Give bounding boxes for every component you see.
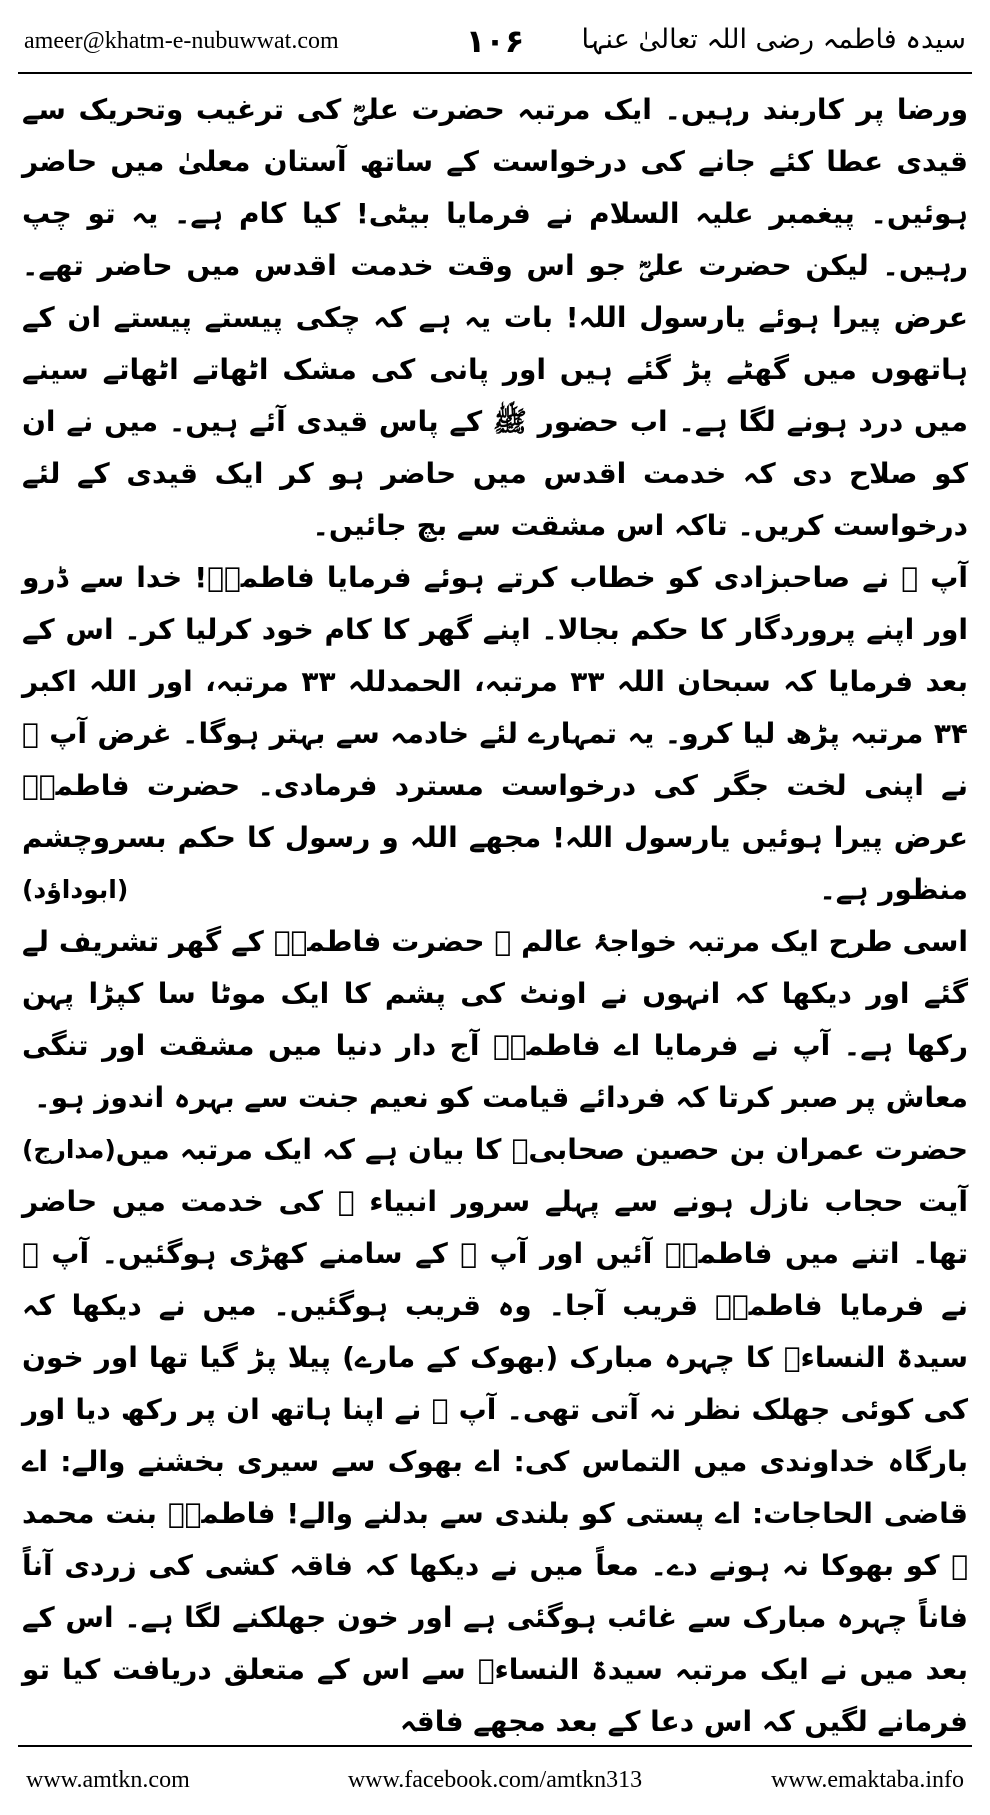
paragraph-2 <box>22 552 968 916</box>
footer-link-amtkn[interactable]: www.amtkn.com <box>26 1767 190 1793</box>
page-body <box>22 84 968 1738</box>
paragraph-3 <box>22 916 968 1164</box>
page-number: ۱۰۶ <box>465 22 525 60</box>
header-email: ameer@khatm-e-nubuwwat.com <box>24 28 339 54</box>
footer-link-emaktaba[interactable]: www.emaktaba.info <box>770 1767 964 1793</box>
paragraph-text: اسی طرح ایک مرتبہ خواجۂ عالم ﷺ حضرت فاطمہؓ کے گھر تشریف لے گئے اور دیکھا کہ انہوں نے اونٹ کی پشم کا ایک موٹا سا کپڑا پہن رکھا ہے۔ آپ نے فرمایا اے فاطمہؓ آج دار دنیا میں مشقت اور تنگی معاش پر صبر کرتا کہ فردائے قیامت کو نعیم جنت سے بہرہ اندوز ہو۔ <box>22 925 968 1114</box>
paragraph-text: ورضا پر کاربند رہیں۔ ایک مرتبہ حضرت علیؓ کی ترغیب وتحریک سے قیدی عطا کئے جانے کی درخواست کے ساتھ آستان معلیٰ میں حاضر ہوئیں۔ پیغمبر علیہ السلام نے فرمایا بیٹی! کیا کام ہے۔ یہ تو چپ رہیں۔ لیکن حضرت علیؓ جو اس وقت خدمت اقدس میں حاضر تھے۔ عرض پیرا ہوئے یارسول اللہ! بات یہ ہے کہ چکی پیستے پیستے ان کے ہاتھوں میں گھٹے پڑ گئے ہیں اور پانی کی مشک اٹھاتے اٹھاتے سینے میں درد ہونے لگا ہے۔ اب حضور ﷺ کے پاس قیدی آئے ہیں۔ میں نے ان کو صلاح دی کہ خدمت اقدس میں حاضر ہو کر ایک قیدی کے لئے درخواست کریں۔ تاکہ اس مشقت سے بچ جائیں۔ <box>22 93 968 542</box>
page-footer <box>18 1745 972 1807</box>
page-header <box>18 14 972 74</box>
running-title: سیدہ فاطمہ رضی اللہ تعالیٰ عنہا <box>581 24 966 55</box>
footer-link-facebook[interactable]: www.facebook.com/amtkn313 <box>347 1767 643 1793</box>
reference-madarij: (مدارج) <box>22 1135 116 1164</box>
reference-abu-dawud: (ابوداؤد) <box>22 875 129 904</box>
paragraph-text: حضرت عمران بن حصین صحابیؓ کا بیان ہے کہ ایک مرتبہ میں آیت حجاب نازل ہونے سے پہلے سرور انبیاء ﷺ کی خدمت میں حاضر تھا۔ اتنے میں فاطمہؓ آئیں اور آپ ﷺ کے سامنے کھڑی ہوگئیں۔ آپ ﷺ نے فرمایا فاطمہؓ قریب آجا۔ وہ قریب ہوگئیں۔ میں نے دیکھا کہ سیدۃ النساءؓ کا چہرہ مبارک (بھوک کے مارے) پیلا پڑ گیا تھا اور خون کی کوئی جھلک نظر نہ آتی تھی۔ آپ ﷺ نے اپنا ہاتھ ان پر رکھ دیا اور بارگاہ خداوندی میں التماس کی: اے بھوک سے سیری بخشنے والے: اے قاضی الحاجات: اے پستی کو بلندی سے بدلنے والے! فاطمہؓ بنت محمد ﷺ کو بھوکا نہ ہونے دے۔ معاً میں نے دیکھا کہ فاقہ کشی کی زردی آناً فاناً چہرہ مبارک سے غائب ہوگئی ہے اور خون جھلکنے لگا ہے۔ اس کے بعد میں نے ایک مرتبہ سیدۃ النساءؓ سے اس کے متعلق دریافت کیا تو فرمانے لگیں کہ اس دعا کے بعد مجھے فاقہ <box>22 1133 968 1738</box>
paragraph-text: آپ ﷺ نے صاحبزادی کو خطاب کرتے ہوئے فرمایا فاطمہؓ! خدا سے ڈرو اور اپنے پروردگار کا حکم بجالا۔ اپنے گھر کا کام خود کرلیا کر۔ اس کے بعد فرمایا کہ سبحان اللہ ۳۳ مرتبہ، الحمدللہ ۳۳ مرتبہ، اور اللہ اکبر ۳۴ مرتبہ پڑھ لیا کرو۔ یہ تمہارے لئے خادمہ سے بہتر ہوگا۔ غرض آپ ﷺ نے اپنی لخت جگر کی درخواست مسترد فرمادی۔ حضرت فاطمہؓ عرض پیرا ہوئیں یارسول اللہ! مجھے اللہ و رسول کا حکم بسروچشم منظور ہے۔ <box>22 561 968 906</box>
paragraph-4 <box>22 1124 968 1748</box>
paragraph-1 <box>22 84 968 552</box>
